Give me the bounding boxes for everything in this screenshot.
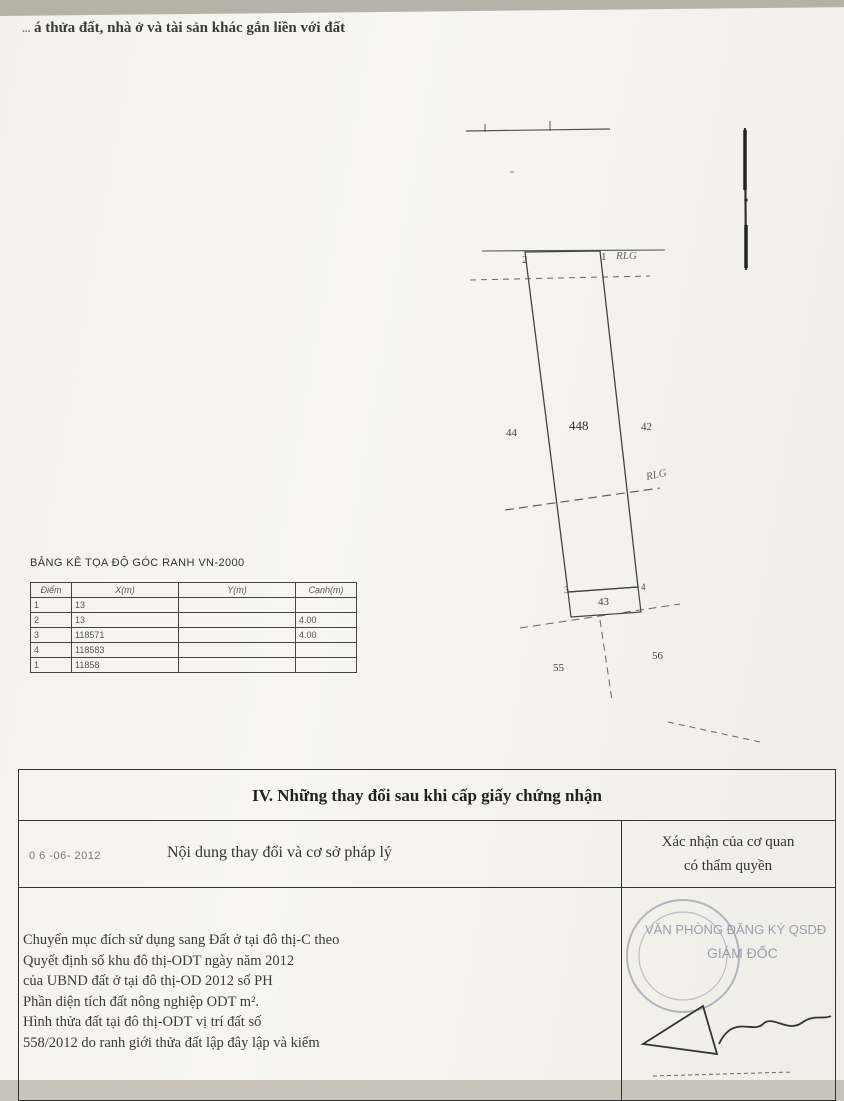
coord-table-title: BẢNG KÊ TỌA ĐỘ GÓC RANH VN-2000 [30, 557, 245, 569]
parcel-43-label: 43 [598, 596, 609, 608]
table-row [31, 643, 357, 658]
cell: 1 [31, 598, 72, 613]
cell: 4 [31, 643, 72, 658]
coord-header-edge: Cạnh(m) [296, 583, 357, 598]
cell: 4.00 [296, 628, 357, 643]
cell: 118571 [72, 628, 179, 643]
section-title: IV. Những thay đổi sau khi cấp giấy chứng nhận [19, 770, 835, 821]
cell: 4.00 [296, 613, 357, 628]
cell: 118583 [72, 643, 179, 658]
cell: 2 [31, 613, 72, 628]
table-row [31, 658, 357, 673]
approval-header-line2: có thẩm quyền [683, 858, 773, 874]
corner-3-label: 3 [564, 585, 569, 595]
cell: 3 [31, 628, 72, 643]
corner-2-label: 2 [522, 254, 528, 266]
corner-1-label: 1 [601, 251, 607, 263]
official-stamp [623, 894, 835, 1100]
road-label-top: RLG [616, 250, 637, 262]
signature-scribble [719, 1016, 831, 1044]
cell [179, 643, 296, 658]
coord-header-point: Điểm [31, 583, 72, 598]
header-title: á thửa đất, nhà ở và tài sản khác gắn liền với đất [34, 20, 346, 36]
approval-header [625, 830, 831, 878]
cell [179, 613, 296, 628]
signature-mark [643, 1006, 717, 1054]
coord-header-row [31, 583, 357, 598]
stamp-text: VĂN PHÒNG ĐĂNG KÝ QSDĐ [645, 922, 827, 937]
stamp-role: GIÁM ĐỐC [707, 945, 778, 961]
header-prefix: ... [22, 20, 31, 36]
column-divider [621, 820, 622, 1100]
table-row [31, 598, 357, 613]
change-date: 0 6 -06- 2012 [29, 850, 101, 862]
approval-header-line1: Xác nhận của cơ quan [661, 834, 795, 850]
cell: 13 [72, 613, 179, 628]
cell: 1 [31, 658, 72, 673]
coord-header-y: Y(m) [179, 583, 296, 598]
north-arrow-icon [744, 128, 748, 270]
content-header: Nội dung thay đổi và cơ sở pháp lý [167, 844, 392, 861]
body-line: Quyết định số khu đô thị-ODT ngày năm 2012 [23, 952, 295, 969]
row-divider [19, 887, 835, 888]
cell [179, 598, 296, 613]
below-right-label: 56 [652, 650, 663, 662]
cell [179, 658, 296, 673]
body-line: 558/2012 do ranh giới thửa đất lập đây lập và kiểm [23, 1034, 320, 1051]
cell [296, 598, 357, 613]
road-label-mid: RLG [644, 466, 668, 484]
cell: 13 [72, 598, 179, 613]
neighbor-left-label: 44 [506, 427, 517, 439]
body-line: Phần diện tích đất nông nghiệp ODT m². [23, 993, 260, 1010]
neighbor-right-label: 42 [641, 421, 652, 433]
body-line: của UBND đất ở tại đô thị-OD 2012 số PH [23, 973, 273, 989]
scale-line [466, 129, 610, 131]
change-body [23, 930, 615, 1053]
coord-table [30, 582, 357, 673]
table-row [31, 628, 357, 643]
below-left-label: 55 [553, 662, 564, 674]
cell [296, 658, 357, 673]
body-line: Chuyển mục đích sử dụng sang Đất ở tại đô thị-C theo [23, 932, 340, 948]
corner-4-label: 4 [641, 582, 646, 592]
coord-header-x: X(m) [72, 583, 179, 598]
table-row [31, 613, 357, 628]
cell: 11858 [72, 658, 179, 673]
cell [296, 643, 357, 658]
cell [179, 628, 296, 643]
changes-section [18, 769, 836, 1101]
parcel-number: 448 [569, 418, 589, 433]
body-line: Hình thửa đất tại đô thị-ODT vị trí đất số [23, 1014, 262, 1030]
